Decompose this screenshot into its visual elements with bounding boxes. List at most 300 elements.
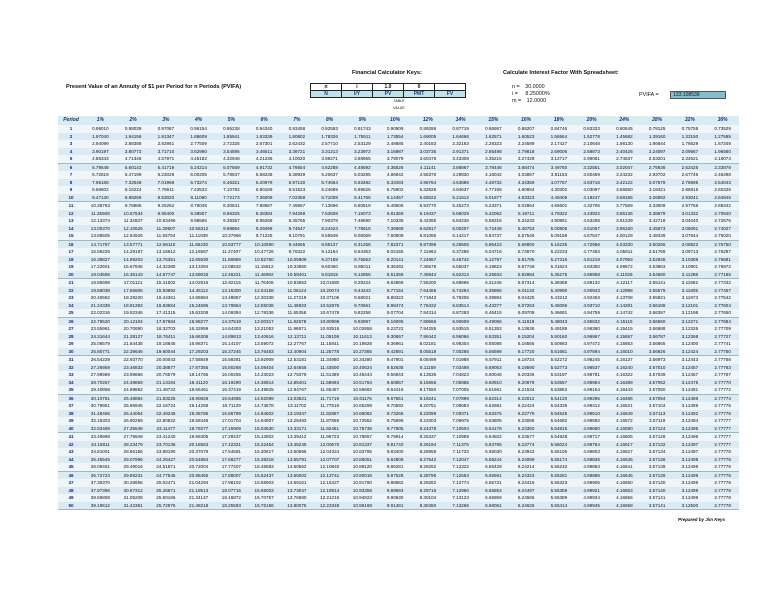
period-cell: 49 [58, 494, 84, 502]
factor-cell: 7.78615 [346, 225, 379, 233]
factor-cell: 6.04425 [510, 294, 543, 302]
factor-cell: 15.98277 [182, 317, 215, 325]
factor-cell: 9.98565 [182, 217, 215, 225]
factor-cell: 5.53197 [543, 371, 576, 379]
factor-cell: 3.55141 [641, 279, 674, 287]
factor-cell: 22.16724 [150, 402, 183, 410]
rate-header: 6% [248, 116, 281, 125]
factor-cell: 3.57124 [641, 425, 674, 433]
factor-cell: 27.26959 [84, 364, 117, 372]
factor-cell: 5.00806 [543, 225, 576, 233]
factor-cell: 8.26194 [412, 441, 445, 449]
factor-cell: 11.96723 [313, 433, 346, 441]
calc-header-i: i [342, 84, 373, 91]
table-title: Present Value of an Annuity of $1 per Period for n Periods (PVIFA) [66, 84, 242, 90]
factor-cell: 10.96168 [346, 502, 379, 510]
factor-cell: 6.00205 [182, 171, 215, 179]
factor-cell: 1.76629 [674, 140, 707, 148]
factor-cell: 4.99412 [575, 402, 608, 410]
factor-cell: 2.77457 [706, 287, 739, 295]
factor-cell: 18.85698 [84, 279, 117, 287]
factor-cell: 22.80822 [150, 417, 183, 425]
period-header: Period [58, 116, 84, 125]
factor-cell: 2.79818 [510, 148, 543, 156]
factor-cell: 3.03735 [412, 148, 445, 156]
table-row [58, 456, 739, 464]
factor-cell: 3.56397 [641, 309, 674, 317]
factor-cell: 4.62288 [313, 163, 346, 171]
factor-cell: 23.46833 [117, 364, 150, 372]
factor-cell: 15.24696 [182, 302, 215, 310]
factor-cell: 3.12486 [674, 394, 707, 402]
factor-cell: 6.24689 [313, 186, 346, 194]
factor-cell: 3.99271 [313, 155, 346, 163]
factor-cell: 11.82887 [313, 410, 346, 418]
factor-cell: 9.81815 [313, 271, 346, 279]
factor-cell: 9.71225 [248, 232, 281, 240]
factor-cell: 3.18421 [641, 186, 674, 194]
factor-cell: 8.53020 [150, 194, 183, 202]
factor-cell: 4.16137 [608, 356, 641, 364]
factor-cell: 15.14107 [215, 340, 248, 348]
factor-cell: 11.98671 [281, 325, 314, 333]
factor-cell: 1.27595 [706, 133, 739, 141]
period-cell: 36 [58, 394, 84, 402]
factor-cell: 6.65853 [477, 487, 510, 495]
factor-cell: 2.77778 [706, 502, 739, 510]
factor-cell: 3.42718 [641, 217, 674, 225]
factor-cell: 5.45095 [543, 302, 576, 310]
factor-cell: 4.16389 [608, 379, 641, 387]
factor-cell: 6.64178 [477, 425, 510, 433]
factor-cell: 16.19290 [215, 379, 248, 387]
factor-cell: 2.82861 [150, 140, 183, 148]
factor-cell: 13.76483 [248, 348, 281, 356]
factor-cell: 0.78125 [641, 125, 674, 133]
factor-cell: 12.27767 [281, 340, 314, 348]
factor-cell: 11.65358 [281, 309, 314, 317]
factor-cell: 6.22779 [510, 410, 543, 418]
rate-calc-panel [512, 84, 550, 105]
factor-cell: 6.74294 [444, 287, 477, 295]
factor-cell: 7.13123 [444, 494, 477, 502]
factor-cell: 2.77778 [706, 471, 739, 479]
factor-cell: 11.58693 [313, 379, 346, 387]
factor-cell: 2.75020 [706, 232, 739, 240]
factor-cell: 6.87293 [444, 309, 477, 317]
factor-cell: 21.48218 [182, 502, 215, 510]
factor-cell: 3.12499 [674, 471, 707, 479]
factor-cell: 3.57141 [641, 502, 674, 510]
factor-cell: 21.84438 [117, 340, 150, 348]
table-row [58, 317, 739, 325]
factor-cell: 5.38368 [543, 279, 576, 287]
period-cell: 26 [58, 317, 84, 325]
factor-cell: 12.53181 [281, 356, 314, 364]
factor-cell: 29.40858 [84, 386, 117, 394]
factor-cell: 3.12489 [674, 402, 707, 410]
factor-cell: 13.79864 [215, 302, 248, 310]
factor-cell: 18.66461 [182, 386, 215, 394]
factor-cell: 0.92593 [313, 125, 346, 133]
rate-header: 2% [117, 116, 150, 125]
factor-cell: 3.83716 [575, 179, 608, 187]
factor-cell: 6.17720 [510, 348, 543, 356]
factor-cell: 9.56943 [379, 371, 412, 379]
factor-cell: 23.11477 [150, 425, 183, 433]
factor-cell: 17.98102 [215, 479, 248, 487]
factor-cell: 2.28323 [477, 140, 510, 148]
factor-cell: 3.10389 [674, 256, 707, 264]
factor-cell: 6.23577 [510, 433, 543, 441]
factor-cell: 14.64303 [215, 325, 248, 333]
period-cell: 24 [58, 302, 84, 310]
factor-cell: 9.86281 [379, 463, 412, 471]
factor-cell: 21.83225 [150, 394, 183, 402]
factor-cell: 5.40990 [543, 287, 576, 295]
factor-cell: 4.99836 [575, 456, 608, 464]
factor-cell: 4.77463 [575, 248, 608, 256]
factor-cell: 14.09394 [215, 309, 248, 317]
factor-cell: 2.75938 [641, 163, 674, 171]
factor-cell: 11.65457 [313, 386, 346, 394]
factor-cell: 7.78432 [412, 302, 445, 310]
factor-cell: 6.21534 [510, 386, 543, 394]
factor-cell: 8.25337 [412, 433, 445, 441]
factor-cell: 13.60552 [281, 463, 314, 471]
factor-cell: 4.99921 [575, 487, 608, 495]
factor-cell: 9.79914 [379, 433, 412, 441]
factor-cell: 7.13266 [444, 502, 477, 510]
factor-cell: 0.86207 [510, 125, 543, 133]
factor-cell: 7.11963 [412, 248, 445, 256]
factor-cell: 16.44361 [150, 294, 183, 302]
factor-cell: 1.62571 [477, 133, 510, 141]
factor-cell: 2.99061 [575, 155, 608, 163]
factor-cell: 13.59072 [248, 340, 281, 348]
period-cell: 27 [58, 325, 84, 333]
factor-cell: 12.18914 [313, 487, 346, 495]
rate-header: 32% [674, 116, 707, 125]
factor-cell: 17.29203 [182, 348, 215, 356]
table-row [58, 194, 739, 202]
factor-cell: 6.49506 [379, 202, 412, 210]
factor-cell: 9.95400 [150, 210, 183, 218]
factor-cell: 3.85136 [608, 210, 641, 218]
factor-cell: 6.20979 [248, 179, 281, 187]
factor-cell: 14.62099 [248, 394, 281, 402]
factor-cell: 12.85401 [281, 379, 314, 387]
factor-cell: 4.99510 [575, 410, 608, 418]
factor-cell: 1.83339 [248, 133, 281, 141]
factor-cell: 19.58448 [182, 417, 215, 425]
factor-cell: 8.30104 [412, 494, 445, 502]
factor-cell: 3.12498 [674, 456, 707, 464]
factor-cell: 2.72325 [215, 140, 248, 148]
rate-header: 9% [346, 116, 379, 125]
factor-cell: 21.34147 [182, 494, 215, 502]
factor-cell: 12.56110 [150, 240, 183, 248]
factor-cell: 2.69006 [543, 148, 576, 156]
factor-cell: 9.12855 [346, 271, 379, 279]
factor-cell: 4.53268 [575, 217, 608, 225]
rate-header: 36% [706, 116, 739, 125]
factor-cell: 13.00370 [84, 225, 117, 233]
factor-cell: 6.35866 [477, 287, 510, 295]
factor-cell: 28.70267 [84, 379, 117, 387]
factor-cell: 5.31624 [543, 263, 576, 271]
factor-cell: 0.84746 [543, 125, 576, 133]
factor-cell: 8.55948 [313, 232, 346, 240]
table-row [58, 248, 739, 256]
factor-cell: 29.49016 [117, 463, 150, 471]
factor-cell: 4.05911 [608, 248, 641, 256]
factor-cell: 12.75379 [281, 371, 314, 379]
factor-cell: 2.77509 [182, 140, 215, 148]
factor-cell: 11.06124 [281, 287, 314, 295]
factor-cell: 3.12467 [674, 371, 707, 379]
factor-cell: 3.57136 [641, 456, 674, 464]
factor-cell: 1.69005 [412, 133, 445, 141]
footer-credit: Prepared by Jim Keys [678, 517, 726, 522]
factor-cell: 15.41502 [150, 279, 183, 287]
factor-cell: 7.12960 [444, 487, 477, 495]
period-cell: 6 [58, 163, 84, 171]
factor-cell: 2.70840 [706, 210, 739, 218]
factor-cell: 8.29282 [412, 479, 445, 487]
factor-cell: 4.16521 [608, 402, 641, 410]
factor-cell: 5.42062 [477, 210, 510, 218]
period-cell: 7 [58, 171, 84, 179]
factor-cell: 2.64945 [706, 194, 739, 202]
factor-cell: 2.77758 [706, 356, 739, 364]
factor-cell: 16.32959 [182, 325, 215, 333]
factor-cell: 5.19711 [510, 210, 543, 218]
factor-cell: 20.38877 [150, 364, 183, 372]
factor-cell: 5.58238 [248, 171, 281, 179]
factor-cell: 2.18074 [706, 155, 739, 163]
factor-cell: 0.93458 [281, 125, 314, 133]
factor-cell: 4.16486 [608, 394, 641, 402]
factor-cell: 5.95423 [477, 240, 510, 248]
factor-cell: 9.12164 [313, 248, 346, 256]
factor-cell: 5.50160 [543, 333, 576, 341]
factor-cell: 5.87746 [510, 263, 543, 271]
factor-cell: 8.54363 [346, 248, 379, 256]
factor-cell: 3.49760 [543, 163, 576, 171]
factor-cell: 17.66277 [215, 456, 248, 464]
factor-cell: 3.12492 [674, 410, 707, 418]
factor-cell: 2.62432 [281, 140, 314, 148]
table-row [58, 140, 739, 148]
factor-cell: 18.04555 [84, 271, 117, 279]
factor-cell: 6.65591 [477, 471, 510, 479]
table-row [58, 402, 739, 410]
factor-cell: 0.97087 [150, 125, 183, 133]
factor-cell: 0.83333 [575, 125, 608, 133]
factor-cell: 5.20637 [313, 171, 346, 179]
factor-cell: 10.83777 [215, 240, 248, 248]
factor-cell: 9.25262 [150, 202, 183, 210]
factor-cell: 6.24089 [510, 456, 543, 464]
factor-cell: 14.36814 [248, 379, 281, 387]
factor-cell: 6.43377 [477, 302, 510, 310]
factor-cell: 2.60326 [706, 186, 739, 194]
table-row [58, 494, 739, 502]
factor-cell: 2.67746 [674, 171, 707, 179]
factor-cell: 4.99905 [575, 479, 608, 487]
factor-cell: 5.93770 [412, 202, 445, 210]
factor-cell: 10.47726 [248, 248, 281, 256]
factor-cell: 4.81219 [575, 256, 608, 264]
table-row [58, 471, 739, 479]
factor-cell: 3.12717 [543, 155, 576, 163]
factor-cell: 4.03097 [575, 186, 608, 194]
n-value[interactable]: 30.0000 [525, 84, 545, 90]
factor-cell: 3.11973 [674, 294, 707, 302]
factor-cell: 24.77545 [150, 471, 183, 479]
table-row [58, 302, 739, 310]
factor-cell: 10.34280 [346, 356, 379, 364]
factor-cell: 16.39827 [84, 256, 117, 264]
table-row [58, 502, 739, 510]
factor-cell: 6.46742 [444, 256, 477, 264]
rate-header: 10% [379, 116, 412, 125]
factor-cell: 11.15812 [248, 263, 281, 271]
factor-cell: 4.16653 [608, 487, 641, 495]
factor-cell: 13.00317 [248, 317, 281, 325]
factor-cell: 4.86958 [575, 271, 608, 279]
factor-cell: 27.79949 [117, 433, 150, 441]
factor-cell: 3.56688 [641, 325, 674, 333]
m-value[interactable]: 12.0000 [526, 98, 547, 104]
factor-cell: 4.85343 [84, 155, 117, 163]
factor-cell: 9.77905 [379, 425, 412, 433]
table-row [58, 309, 739, 317]
factor-cell: 6.96066 [444, 333, 477, 341]
factor-cell: 5.35275 [543, 271, 576, 279]
table-row [58, 371, 739, 379]
factor-cell: 4.99764 [575, 441, 608, 449]
factor-cell: 10.11613 [346, 333, 379, 341]
factor-cell: 10.40624 [346, 364, 379, 372]
factor-cell: 5.75902 [379, 186, 412, 194]
factor-cell: 3.81153 [543, 171, 576, 179]
factor-cell: 2.77741 [706, 340, 739, 348]
factor-cell: 1.85941 [215, 133, 248, 141]
factor-cell: 6.62313 [444, 271, 477, 279]
factor-cell: 17.58849 [182, 356, 215, 364]
factor-cell: 3.43308 [444, 155, 477, 163]
factor-cell: 5.38929 [281, 171, 314, 179]
factor-cell: 3.53863 [641, 263, 674, 271]
factor-cell: 3.68474 [510, 163, 543, 171]
table-row [58, 325, 739, 333]
factor-cell: 7.02358 [281, 194, 314, 202]
calc-key-pmt: PMT [404, 91, 435, 98]
factor-cell: 9.90630 [379, 494, 412, 502]
factor-cell: 30.28658 [117, 479, 150, 487]
factor-cell: 15.22454 [248, 441, 281, 449]
factor-cell: 3.33509 [641, 202, 674, 210]
factor-cell: 11.82578 [281, 317, 314, 325]
factor-cell: 9.38507 [182, 210, 215, 218]
factor-cell: 6.24626 [510, 502, 543, 510]
factor-cell: 10.63496 [150, 217, 183, 225]
factor-cell: 15.38318 [248, 456, 281, 464]
factor-cell: 10.37966 [215, 232, 248, 240]
factor-cell: 4.79322 [543, 210, 576, 218]
factor-cell: 5.52272 [543, 356, 576, 364]
factor-cell: 3.55921 [641, 294, 674, 302]
factor-cell: 13.39412 [281, 433, 314, 441]
factor-cell: 1.56564 [543, 133, 576, 141]
factor-cell: 4.16627 [608, 448, 641, 456]
factor-cell: 18.32703 [150, 325, 183, 333]
factor-cell: 4.99154 [575, 386, 608, 394]
factor-cell: 5.74664 [313, 179, 346, 187]
table-value-note [384, 99, 414, 110]
i-label: i = [512, 91, 518, 97]
period-cell: 11 [58, 202, 84, 210]
rate-header: 8% [313, 116, 346, 125]
factor-cell: 12.94767 [281, 386, 314, 394]
factor-cell: 4.12998 [608, 287, 641, 295]
factor-cell: 7.12774 [444, 479, 477, 487]
table-row [58, 441, 739, 449]
m-label: m = [512, 98, 522, 104]
factor-cell: 4.14281 [608, 302, 641, 310]
factor-cell: 3.31213 [313, 148, 346, 156]
factor-cell: 0.99010 [84, 125, 117, 133]
factor-cell: 2.77750 [706, 348, 739, 356]
table-row [58, 271, 739, 279]
factor-cell: 9.07704 [379, 309, 412, 317]
factor-cell: 9.82258 [346, 309, 379, 317]
factor-cell: 9.60857 [379, 379, 412, 387]
i-value[interactable]: 8.25000% [525, 91, 550, 97]
factor-cell: 4.00129 [608, 232, 641, 240]
factor-cell: 11.15841 [313, 340, 346, 348]
period-cell: 8 [58, 179, 84, 187]
factor-cell: 18.07716 [215, 487, 248, 495]
factor-cell: 4.10020 [281, 155, 314, 163]
factor-cell: 19.79277 [182, 425, 215, 433]
factor-cell: 3.32551 [575, 163, 608, 171]
factor-cell: 9.91481 [379, 502, 412, 510]
factor-cell: 12.40904 [281, 348, 314, 356]
factor-cell: 6.80169 [248, 186, 281, 194]
factor-cell: 10.37106 [313, 294, 346, 302]
factor-cell: 8.23303 [412, 417, 445, 425]
factor-cell: 14.32380 [150, 263, 183, 271]
factor-cell: 17.42321 [215, 441, 248, 449]
factor-cell: 25.80771 [84, 348, 117, 356]
factor-cell: 3.12495 [674, 425, 707, 433]
factor-cell: 6.25933 [477, 271, 510, 279]
factor-cell: 4.30302 [543, 186, 576, 194]
factor-cell: 10.86051 [346, 456, 379, 464]
factor-cell: 9.44665 [281, 240, 314, 248]
factor-cell: 5.48043 [543, 317, 576, 325]
factor-cell: 12.07707 [313, 456, 346, 464]
factor-cell: 5.46691 [543, 309, 576, 317]
rate-header: 5% [215, 116, 248, 125]
period-cell: 16 [58, 240, 84, 248]
factor-cell: 14.23023 [248, 371, 281, 379]
factor-cell: 2.91371 [444, 148, 477, 156]
factor-cell: 25.96945 [117, 402, 150, 410]
